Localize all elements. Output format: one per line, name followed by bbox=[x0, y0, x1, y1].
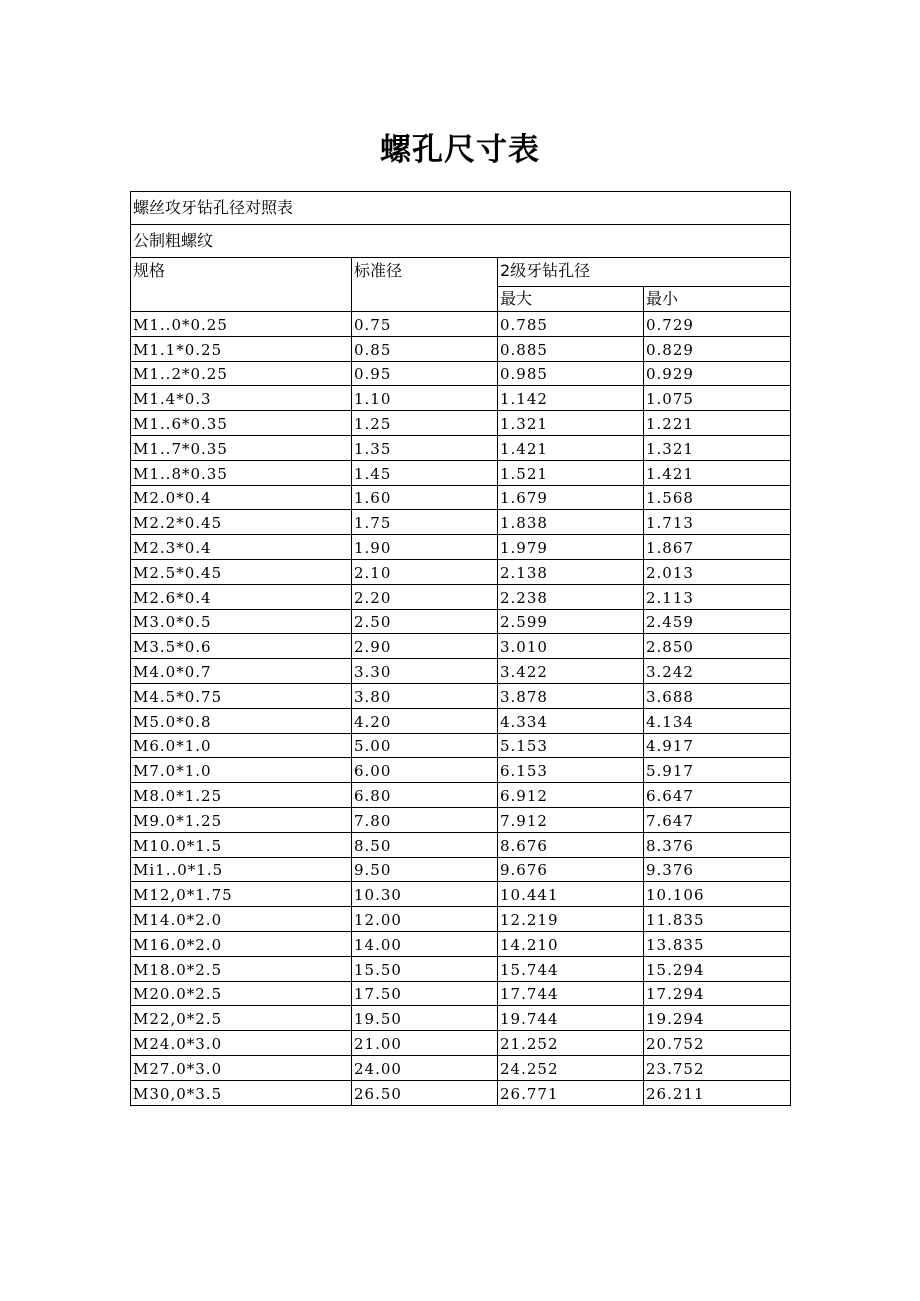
cell-std: 2.20 bbox=[352, 584, 498, 609]
table-body bbox=[131, 312, 791, 1106]
table-row bbox=[131, 460, 791, 485]
cell-spec: M1..0*0.25 bbox=[131, 312, 352, 337]
cell-spec: M1.4*0.3 bbox=[131, 386, 352, 411]
cell-std: 0.85 bbox=[352, 336, 498, 361]
table-row bbox=[131, 386, 791, 411]
table-row bbox=[131, 1055, 791, 1080]
cell-max: 5.153 bbox=[498, 733, 644, 758]
cell-std: 19.50 bbox=[352, 1006, 498, 1031]
table-row bbox=[131, 485, 791, 510]
cell-min: 19.294 bbox=[644, 1006, 791, 1031]
page-title: 螺孔尺寸表 bbox=[380, 132, 540, 168]
table-row bbox=[131, 659, 791, 684]
cell-spec: M1..8*0.35 bbox=[131, 460, 352, 485]
cell-std: 5.00 bbox=[352, 733, 498, 758]
header-min: 最小 bbox=[644, 287, 791, 312]
table-row bbox=[131, 1031, 791, 1056]
cell-max: 10.441 bbox=[498, 882, 644, 907]
cell-max: 1.321 bbox=[498, 411, 644, 436]
cell-spec: M1.1*0.25 bbox=[131, 336, 352, 361]
cell-min: 15.294 bbox=[644, 956, 791, 981]
cell-spec: M3.0*0.5 bbox=[131, 609, 352, 634]
cell-std: 4.20 bbox=[352, 708, 498, 733]
cell-min: 0.729 bbox=[644, 312, 791, 337]
cell-min: 1.221 bbox=[644, 411, 791, 436]
cell-min: 26.211 bbox=[644, 1080, 791, 1105]
table-row bbox=[131, 435, 791, 460]
cell-min: 9.376 bbox=[644, 857, 791, 882]
table-row bbox=[131, 634, 791, 659]
cell-max: 1.838 bbox=[498, 510, 644, 535]
cell-spec: M30,0*3.5 bbox=[131, 1080, 352, 1105]
cell-max: 1.421 bbox=[498, 435, 644, 460]
table-row bbox=[131, 956, 791, 981]
cell-min: 2.459 bbox=[644, 609, 791, 634]
cell-std: 0.75 bbox=[352, 312, 498, 337]
cell-max: 0.985 bbox=[498, 361, 644, 386]
cell-spec: M3.5*0.6 bbox=[131, 634, 352, 659]
cell-max: 0.785 bbox=[498, 312, 644, 337]
cell-min: 4.917 bbox=[644, 733, 791, 758]
table-row bbox=[131, 584, 791, 609]
cell-std: 14.00 bbox=[352, 931, 498, 956]
header-row bbox=[131, 258, 791, 287]
cell-min: 4.134 bbox=[644, 708, 791, 733]
cell-min: 1.421 bbox=[644, 460, 791, 485]
cell-spec: M1..6*0.35 bbox=[131, 411, 352, 436]
cell-std: 8.50 bbox=[352, 832, 498, 857]
cell-spec: M2.5*0.45 bbox=[131, 559, 352, 584]
cell-max: 8.676 bbox=[498, 832, 644, 857]
cell-max: 1.142 bbox=[498, 386, 644, 411]
cell-spec: M14.0*2.0 bbox=[131, 907, 352, 932]
cell-spec: M10.0*1.5 bbox=[131, 832, 352, 857]
cell-spec: M2.6*0.4 bbox=[131, 584, 352, 609]
table-row bbox=[131, 931, 791, 956]
cell-spec: M1..7*0.35 bbox=[131, 435, 352, 460]
cell-min: 2.013 bbox=[644, 559, 791, 584]
cell-max: 19.744 bbox=[498, 1006, 644, 1031]
cell-min: 6.647 bbox=[644, 783, 791, 808]
cell-min: 13.835 bbox=[644, 931, 791, 956]
cell-max: 14.210 bbox=[498, 931, 644, 956]
cell-std: 17.50 bbox=[352, 981, 498, 1006]
cell-max: 2.238 bbox=[498, 584, 644, 609]
cell-max: 1.679 bbox=[498, 485, 644, 510]
cell-max: 1.521 bbox=[498, 460, 644, 485]
cell-std: 6.00 bbox=[352, 758, 498, 783]
table-row bbox=[131, 882, 791, 907]
cell-std: 1.25 bbox=[352, 411, 498, 436]
table-subcaption: 公制粗螺纹 bbox=[131, 225, 791, 258]
cell-spec: M6.0*1.0 bbox=[131, 733, 352, 758]
cell-spec: M7.0*1.0 bbox=[131, 758, 352, 783]
cell-spec: M18.0*2.5 bbox=[131, 956, 352, 981]
table-row bbox=[131, 832, 791, 857]
cell-max: 26.771 bbox=[498, 1080, 644, 1105]
table-caption: 螺丝攻牙钻孔径对照表 bbox=[131, 192, 791, 225]
cell-min: 5.917 bbox=[644, 758, 791, 783]
cell-std: 1.45 bbox=[352, 460, 498, 485]
thread-drill-table bbox=[130, 191, 791, 1106]
cell-std: 21.00 bbox=[352, 1031, 498, 1056]
cell-std: 15.50 bbox=[352, 956, 498, 981]
cell-max: 12.219 bbox=[498, 907, 644, 932]
cell-std: 0.95 bbox=[352, 361, 498, 386]
table-row bbox=[131, 708, 791, 733]
cell-min: 1.321 bbox=[644, 435, 791, 460]
cell-min: 11.835 bbox=[644, 907, 791, 932]
cell-std: 3.30 bbox=[352, 659, 498, 684]
cell-spec: M1..2*0.25 bbox=[131, 361, 352, 386]
table-row bbox=[131, 336, 791, 361]
cell-std: 7.80 bbox=[352, 807, 498, 832]
cell-min: 3.688 bbox=[644, 683, 791, 708]
table-row bbox=[131, 758, 791, 783]
cell-min: 7.647 bbox=[644, 807, 791, 832]
cell-spec: M22,0*2.5 bbox=[131, 1006, 352, 1031]
cell-min: 2.113 bbox=[644, 584, 791, 609]
table-row bbox=[131, 783, 791, 808]
table-row bbox=[131, 683, 791, 708]
cell-std: 3.80 bbox=[352, 683, 498, 708]
cell-max: 6.912 bbox=[498, 783, 644, 808]
cell-max: 7.912 bbox=[498, 807, 644, 832]
table-row bbox=[131, 1080, 791, 1105]
table-row bbox=[131, 312, 791, 337]
table-row bbox=[131, 807, 791, 832]
cell-spec: M20.0*2.5 bbox=[131, 981, 352, 1006]
cell-max: 9.676 bbox=[498, 857, 644, 882]
cell-std: 10.30 bbox=[352, 882, 498, 907]
cell-spec: M12,0*1.75 bbox=[131, 882, 352, 907]
cell-min: 0.829 bbox=[644, 336, 791, 361]
table-row bbox=[131, 559, 791, 584]
table-row bbox=[131, 510, 791, 535]
cell-spec: M2.0*0.4 bbox=[131, 485, 352, 510]
cell-min: 1.075 bbox=[644, 386, 791, 411]
cell-std: 24.00 bbox=[352, 1055, 498, 1080]
cell-min: 2.850 bbox=[644, 634, 791, 659]
cell-std: 26.50 bbox=[352, 1080, 498, 1105]
cell-max: 17.744 bbox=[498, 981, 644, 1006]
cell-min: 1.867 bbox=[644, 535, 791, 560]
cell-std: 2.90 bbox=[352, 634, 498, 659]
cell-min: 8.376 bbox=[644, 832, 791, 857]
cell-std: 1.60 bbox=[352, 485, 498, 510]
cell-spec: M2.2*0.45 bbox=[131, 510, 352, 535]
cell-max: 0.885 bbox=[498, 336, 644, 361]
cell-max: 4.334 bbox=[498, 708, 644, 733]
cell-min: 0.929 bbox=[644, 361, 791, 386]
table-row bbox=[131, 411, 791, 436]
table-row bbox=[131, 361, 791, 386]
cell-max: 21.252 bbox=[498, 1031, 644, 1056]
caption-row bbox=[131, 192, 791, 225]
cell-min: 20.752 bbox=[644, 1031, 791, 1056]
cell-std: 2.50 bbox=[352, 609, 498, 634]
cell-spec: M4.0*0.7 bbox=[131, 659, 352, 684]
cell-max: 6.153 bbox=[498, 758, 644, 783]
header-std: 标准径 bbox=[352, 258, 498, 312]
cell-min: 23.752 bbox=[644, 1055, 791, 1080]
cell-spec: M24.0*3.0 bbox=[131, 1031, 352, 1056]
cell-max: 2.138 bbox=[498, 559, 644, 584]
cell-std: 1.90 bbox=[352, 535, 498, 560]
cell-std: 12.00 bbox=[352, 907, 498, 932]
cell-std: 9.50 bbox=[352, 857, 498, 882]
table-row bbox=[131, 609, 791, 634]
cell-max: 3.422 bbox=[498, 659, 644, 684]
cell-std: 1.10 bbox=[352, 386, 498, 411]
cell-max: 1.979 bbox=[498, 535, 644, 560]
cell-min: 1.713 bbox=[644, 510, 791, 535]
table-row bbox=[131, 907, 791, 932]
header-drill: 2级牙钻孔径 bbox=[498, 258, 791, 287]
cell-spec: M2.3*0.4 bbox=[131, 535, 352, 560]
table-row bbox=[131, 1006, 791, 1031]
cell-min: 10.106 bbox=[644, 882, 791, 907]
cell-min: 1.568 bbox=[644, 485, 791, 510]
cell-max: 3.010 bbox=[498, 634, 644, 659]
cell-max: 15.744 bbox=[498, 956, 644, 981]
header-max: 最大 bbox=[498, 287, 644, 312]
table-row bbox=[131, 733, 791, 758]
cell-spec: M4.5*0.75 bbox=[131, 683, 352, 708]
cell-std: 1.35 bbox=[352, 435, 498, 460]
cell-spec: M5.0*0.8 bbox=[131, 708, 352, 733]
cell-max: 2.599 bbox=[498, 609, 644, 634]
subcaption-row bbox=[131, 225, 791, 258]
cell-std: 2.10 bbox=[352, 559, 498, 584]
cell-spec: Mi1..0*1.5 bbox=[131, 857, 352, 882]
cell-spec: M8.0*1.25 bbox=[131, 783, 352, 808]
table-row bbox=[131, 981, 791, 1006]
cell-max: 3.878 bbox=[498, 683, 644, 708]
cell-spec: M27.0*3.0 bbox=[131, 1055, 352, 1080]
header-spec: 规格 bbox=[131, 258, 352, 312]
cell-spec: M16.0*2.0 bbox=[131, 931, 352, 956]
table-row bbox=[131, 535, 791, 560]
cell-min: 3.242 bbox=[644, 659, 791, 684]
table-row bbox=[131, 857, 791, 882]
cell-min: 17.294 bbox=[644, 981, 791, 1006]
cell-std: 6.80 bbox=[352, 783, 498, 808]
cell-spec: M9.0*1.25 bbox=[131, 807, 352, 832]
cell-std: 1.75 bbox=[352, 510, 498, 535]
cell-max: 24.252 bbox=[498, 1055, 644, 1080]
